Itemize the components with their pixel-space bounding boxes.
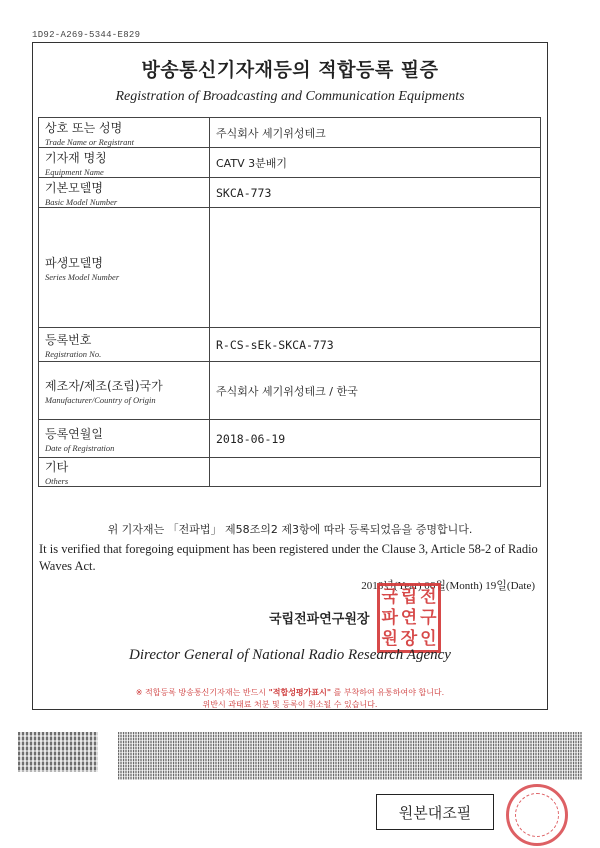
label-korean: 등록번호: [45, 332, 92, 347]
label-korean: 기자재 명칭: [45, 150, 107, 165]
verification-text-english: It is verified that foregoing equipment has been registered under the Clause 3, Article 58-2 of Radio Waves Act.: [39, 542, 538, 573]
document-code: 1D92-A269-5344-E829: [32, 30, 141, 40]
table-row: [39, 178, 541, 208]
others-value: [210, 458, 541, 487]
row-label-cell: [39, 208, 210, 328]
label-english: Registration No.: [45, 348, 102, 359]
series-model-value: [210, 208, 541, 328]
manufacturer-value: 주식회사 세기위성테크 / 한국: [210, 362, 541, 420]
certificate-frame: [32, 42, 548, 710]
registration-info-table: [38, 117, 541, 487]
notice-line-2: 위반시 과태료 처분 및 등록이 취소될 수 있습니다.: [202, 700, 378, 709]
table-row: [39, 148, 541, 178]
table-row: [39, 328, 541, 362]
label-english: Trade Name or Registrant: [45, 136, 135, 147]
notice-line-1: [33, 687, 547, 698]
label-korean: 기본모델명: [45, 180, 103, 195]
label-english: Manufacturer/Country of Origin: [45, 394, 156, 405]
qr-code-image: [18, 732, 98, 772]
row-label-cell: [39, 148, 210, 178]
round-stamp-icon: [506, 784, 568, 846]
table-row: [39, 208, 541, 328]
registration-number-value: R-CS-sEk-SKCA-773: [210, 328, 541, 362]
seal-char: 원: [381, 629, 398, 650]
seal-char: 인: [420, 629, 437, 650]
row-label-cell: [39, 328, 210, 362]
basic-model-value: SKCA-773: [210, 178, 541, 208]
notice-suffix: 를 부착하여 유통하여야 합니다.: [331, 688, 445, 697]
original-verified-box: 원본대조필: [376, 794, 494, 830]
notice-prefix: ※ 적합등록 방송통신기자재는 반드시: [135, 688, 269, 697]
label-korean: 제조자/제조(조립)국가: [45, 378, 163, 393]
label-korean: 등록연월일: [45, 426, 103, 441]
registration-date-value: 2018-06-19: [210, 420, 541, 458]
trade-name-value: 주식회사 세기위성테크: [210, 118, 541, 148]
seal-char: 파: [381, 607, 398, 628]
equipment-name-value: CATV 3분배기: [210, 148, 541, 178]
title-english: Registration of Broadcasting and Communication Equipments: [115, 89, 465, 104]
label-english: Equipment Name: [45, 166, 104, 177]
table-row: [39, 420, 541, 458]
table-row: [39, 362, 541, 420]
label-korean: 기타: [45, 460, 69, 474]
table-row: [39, 118, 541, 148]
row-label-cell: [39, 178, 210, 208]
seal-char: 장: [400, 629, 418, 650]
row-label-cell: [39, 458, 210, 487]
row-label-cell: [39, 362, 210, 420]
issuer-korean: 국립전파연구원장: [269, 612, 370, 627]
issuer-english: Director General of National Radio Research Agency: [129, 647, 451, 663]
seal-char: 연: [400, 607, 418, 628]
label-korean: 파생모델명: [45, 255, 103, 270]
official-seal: [377, 583, 441, 653]
seal-char: 전: [420, 586, 437, 607]
verification-text-korean: 위 기자재는 「전파법」 제58조의2 제3항에 따라 등록되었음을 증명합니다.: [107, 523, 473, 536]
label-english: Date of Registration: [45, 442, 115, 453]
seal-char: 국: [381, 586, 398, 607]
table-row: [39, 458, 541, 487]
issue-date: 2018년(Year) 06월(Month) 19일(Date): [361, 580, 535, 592]
label-english: Basic Model Number: [45, 196, 118, 207]
label-korean: 상호 또는 성명: [45, 120, 123, 135]
notice-emphasis: "적합성평가표시": [268, 688, 332, 697]
label-english: Series Model Number: [45, 271, 120, 282]
seal-char: 립: [400, 586, 418, 607]
row-label-cell: [39, 118, 210, 148]
title-korean: 방송통신기자재등의 적합등록 필증: [141, 59, 439, 81]
row-label-cell: [39, 420, 210, 458]
seal-char: 구: [420, 607, 437, 628]
label-english: Others: [45, 476, 69, 486]
security-barcode-strip: [118, 732, 582, 780]
